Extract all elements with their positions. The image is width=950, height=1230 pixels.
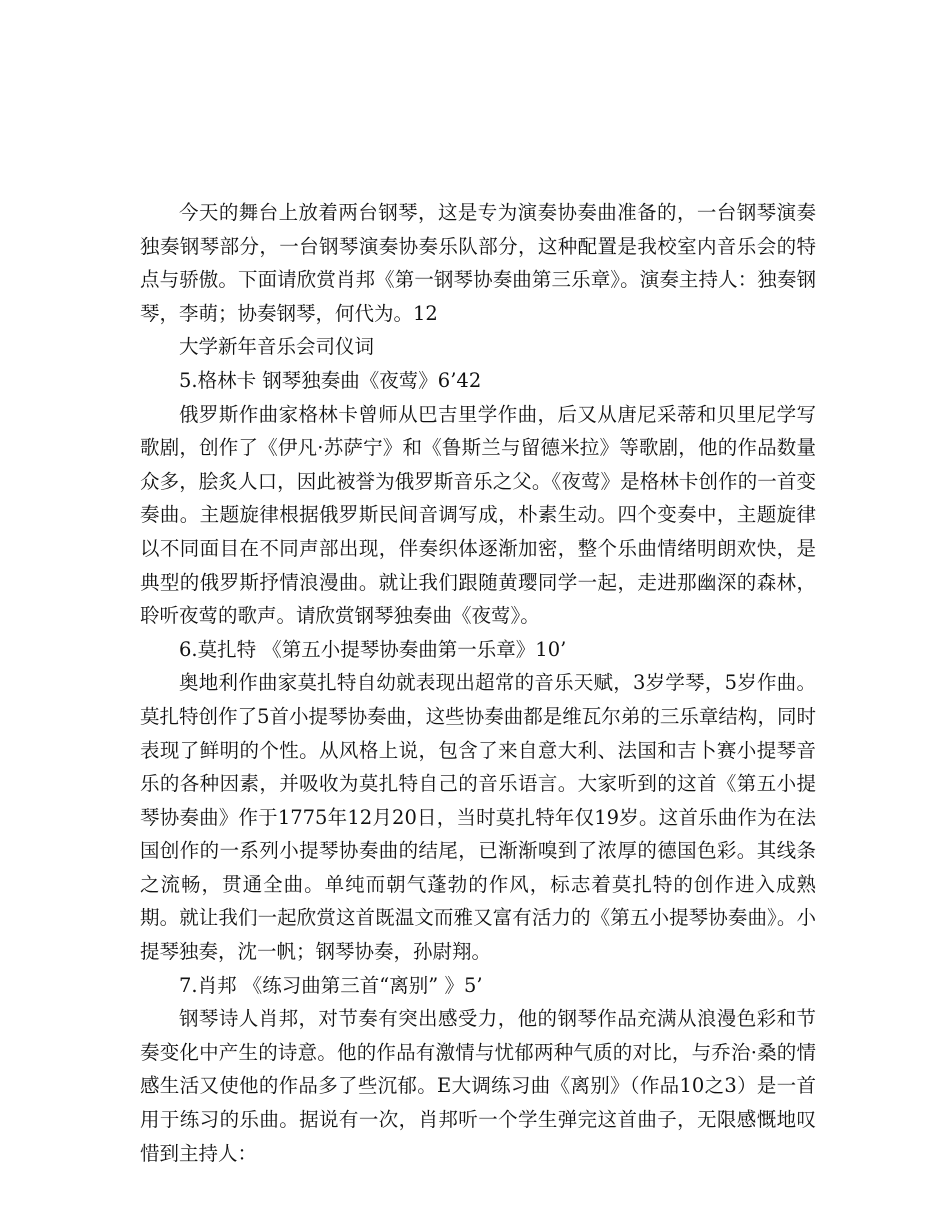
document-title: 大学新年音乐会司仪词	[179, 335, 375, 359]
program-item-description: 奥地利作曲家莫扎特自幼就表现出超常的音乐天赋，3岁学琴，5岁作曲。莫扎特创作了5首小提琴协奏曲，这些协奏曲都是维瓦尔弟的三乐章结构，同时表现了鲜明的个性。从风格上说，包含了来自意大利、法国和吉卜赛小提琴音乐的各种因素，并吸收为莫扎特自己的音乐语言。大家听到的这首《第五小提琴协奏曲》作于1775年12月20日，当时莫扎特年仅19岁。这首乐曲作为在法国创作的一系列小提琴协奏曲的结尾，已渐渐嗅到了浓厚的德国色彩。其线条之流畅，贯通全曲。单纯而朝气蓬勃的作风，标志着莫扎特的创作进入成熟期。就让我们一起欣赏这首既温文而雅又富有活力的《第五小提琴协奏曲》。小提琴独奏，沈一帆；钢琴协奏，孙尉翔。	[140, 671, 816, 964]
program-item-heading: 7.肖邦 《练习曲第三首“离别” 》5’	[179, 973, 483, 997]
program-item-description: 钢琴诗人肖邦，对节奏有突出感受力，他的钢琴作品充满从浪漫色彩和节奏变化中产生的诗意。他的作品有激情与忧郁两种气质的对比，与乔治·桑的情感生活又使他的作品多了些沉郁。E大调练习曲《离别》（作品10之3）是一首用于练习的乐曲。据说有一次，肖邦听一个学生弹完这首曲子，无限感慨地叹惜到主持人：	[140, 1007, 816, 1165]
program-item-heading: 6.莫扎特 《第五小提琴协奏曲第一乐章》10’	[179, 637, 567, 661]
intro-paragraph: 今天的舞台上放着两台钢琴，这是专为演奏协奏曲准备的，一台钢琴演奏独奏钢琴部分，一台钢琴演奏协奏乐队部分，这种配置是我校室内音乐会的特点与骄傲。下面请欣赏肖邦《第一钢琴协奏曲第三乐章》。演奏主持人：独奏钢琴，李萌；协奏钢琴，何代为。12	[140, 201, 816, 325]
program-item-heading: 5.格林卡 钢琴独奏曲《夜莺》6’42	[179, 368, 482, 392]
document-page	[140, 196, 816, 1170]
program-item-description: 俄罗斯作曲家格林卡曾师从巴吉里学作曲，后又从唐尼采蒂和贝里尼学写歌剧，创作了《伊凡·苏萨宁》和《鲁斯兰与留德米拉》等歌剧，他的作品数量众多，脍炙人口，因此被誉为俄罗斯音乐之父。《夜莺》是格林卡创作的一首变奏曲。主题旋律根据俄罗斯民间音调写成，朴素生动。四个变奏中，主题旋律以不同面目在不同声部出现，伴奏织体逐渐加密，整个乐曲情绪明朗欢快，是典型的俄罗斯抒情浪漫曲。就让我们跟随黄璎同学一起，走进那幽深的森林，聆听夜莺的歌声。请欣赏钢琴独奏曲《夜莺》。	[140, 402, 816, 628]
